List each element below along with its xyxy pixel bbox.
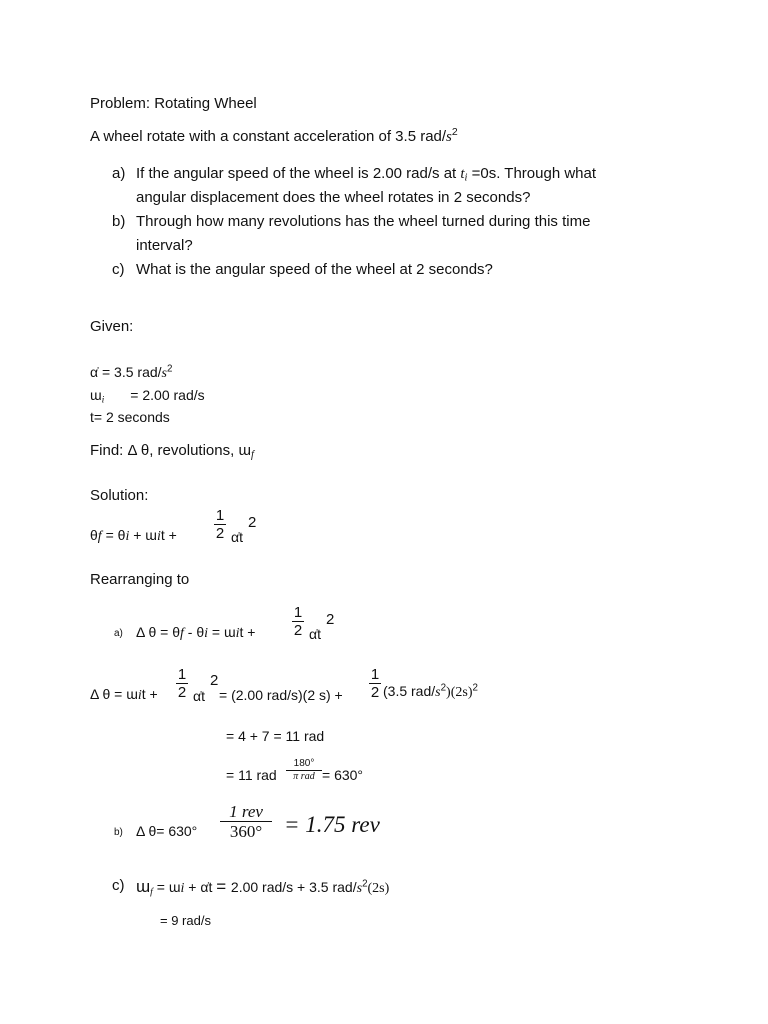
part-a-t-plus: t +: [239, 624, 256, 640]
question-a-pre: If the angular speed of the wheel is 2.00 rad/s at: [136, 165, 461, 182]
find-text: Find: Δ θ, revolutions,: [90, 442, 239, 459]
sub-t-plus: t +: [141, 686, 158, 702]
find-omega-sub: f: [250, 449, 254, 461]
part-c-equation: [136, 877, 389, 897]
given-omega-value: = 2.00 rad/s: [130, 387, 205, 403]
omega-sub: i: [101, 394, 105, 406]
part-b-result: = 1.75 rev: [284, 812, 380, 837]
eq1-theta: θ: [90, 527, 98, 543]
sub-den: 2: [177, 684, 187, 701]
given-omega: [90, 387, 205, 406]
result-rad: = 4 + 7 = 11 rad: [226, 728, 325, 744]
find-omega: ɯ: [238, 442, 251, 459]
part-a-marker: a): [114, 628, 123, 639]
eq1-den: 2: [215, 525, 225, 542]
part-c-eq: = ɯ: [152, 879, 181, 895]
part-c-i: i: [180, 881, 185, 896]
part-a-i: i: [204, 626, 209, 641]
part-a-pre: Δ θ = θ: [136, 624, 180, 640]
sub-values: = (2.00 rad/s)(2 s) +: [219, 687, 343, 703]
solution-heading: Solution:: [90, 487, 149, 504]
eq1-fraction: [214, 508, 226, 541]
question-a-var: t: [460, 166, 465, 182]
given-alpha: [90, 364, 172, 382]
sub-pre: Δ θ = ɯ: [90, 686, 138, 702]
part-c-eq2: =: [216, 877, 231, 896]
sub-tail-exp: 2: [440, 682, 447, 694]
result-degrees-pre: = 11 rad: [226, 767, 277, 783]
statement-unit-var: s: [446, 129, 452, 145]
find-line: [90, 442, 254, 459]
eq1-i: i: [125, 529, 130, 544]
result-degrees-post: = 630°: [322, 767, 364, 783]
given-alpha-var: s: [161, 366, 167, 381]
sub-tail-var: s: [435, 685, 441, 700]
eq1-plus-omega: + ɯ: [129, 527, 157, 543]
sub-num: 1: [177, 666, 187, 683]
part-b-marker: b): [114, 827, 123, 838]
rev-den: 360°: [229, 822, 263, 841]
omega-symbol: ɯ: [90, 387, 102, 403]
question-b-marker: b): [112, 213, 126, 230]
part-a-fraction: [292, 605, 304, 638]
eq1-i2: i: [156, 529, 161, 544]
rev-fraction: [220, 803, 272, 840]
part-c-plus: + α̇t: [184, 879, 217, 895]
question-a-marker: a): [112, 165, 126, 182]
part-c-omega: ɯ: [136, 877, 151, 896]
problem-statement: [90, 128, 458, 146]
eq1-alpha-t: α̇t: [231, 529, 243, 545]
given-alpha-pre: α̇ = 3.5 rad/: [90, 364, 162, 380]
sub-tail-exp2: 2: [472, 682, 478, 694]
question-a-line1: [136, 165, 596, 183]
question-b-line1: Through how many revolutions has the wheel turned during this time: [136, 213, 591, 230]
rev-num: 1 rev: [229, 802, 263, 821]
eq1-f: f: [97, 529, 102, 544]
sub-i: i: [137, 688, 142, 703]
given-time: t= 2 seconds: [90, 409, 170, 425]
part-c-values: 2.00 rad/s + 3.5 rad/: [230, 879, 357, 895]
equation-kinematic: [90, 527, 177, 545]
sub-fraction: [176, 667, 188, 700]
sub-tail-pre: (3.5 rad/: [383, 683, 436, 699]
sub-tail: [383, 683, 478, 701]
statement-text: A wheel rotate with a constant acceleration of 3.5 rad/: [90, 128, 447, 145]
part-a-exp: 2: [326, 611, 335, 628]
part-c-f: f: [150, 886, 153, 898]
degrees-num: 180°: [293, 758, 315, 769]
eq1-num: 1: [215, 507, 225, 524]
part-a-equation: [136, 624, 256, 642]
part-a-eq-omega: = ɯ: [208, 624, 236, 640]
sub-fraction-2: [369, 667, 381, 700]
final-answer: = 9 rad/s: [160, 913, 211, 928]
question-c-line1: What is the angular speed of the wheel at 2 seconds?: [136, 261, 493, 278]
question-a-post: =0s. Through what: [467, 165, 597, 182]
question-a-sub: i: [464, 172, 468, 184]
substitution-equation: [90, 686, 158, 704]
sub-exp: 2: [210, 672, 219, 689]
sub-num2: 1: [370, 666, 380, 683]
part-a-minus-theta: - θ: [183, 624, 205, 640]
rearranging-text: Rearranging to: [90, 571, 190, 588]
part-c-marker: c): [112, 877, 125, 894]
given-heading: Given:: [90, 318, 134, 335]
statement-unit-exp: 2: [451, 126, 458, 139]
part-a-num: 1: [293, 604, 303, 621]
eq1-t-plus: t +: [160, 527, 177, 543]
part-a-alpha-t: α̇t: [309, 626, 321, 642]
given-alpha-exp: 2: [166, 363, 173, 375]
part-a-f: f: [180, 626, 184, 641]
question-a-line2: angular displacement does the wheel rotates in 2 seconds?: [136, 189, 531, 206]
part-c-tail: (2s): [367, 881, 390, 896]
part-a-i2: i: [235, 626, 240, 641]
question-b-line2: interval?: [136, 237, 193, 254]
sub-tail-mid: )(2s): [446, 685, 473, 700]
part-b-pre: Δ θ= 630°: [136, 823, 198, 839]
problem-title: Problem: Rotating Wheel: [90, 95, 257, 112]
part-c-var: s: [356, 881, 363, 896]
eq1-eq-theta: = θ: [101, 527, 126, 543]
eq1-exp: 2: [248, 514, 257, 531]
sub-alpha-t: α̇t: [193, 688, 205, 704]
part-c-exp: 2: [362, 878, 368, 890]
part-a-den: 2: [293, 622, 303, 639]
degrees-den: π rad: [293, 771, 315, 782]
question-c-marker: c): [112, 261, 125, 278]
sub-den2: 2: [370, 684, 380, 701]
degrees-fraction: [286, 759, 322, 782]
